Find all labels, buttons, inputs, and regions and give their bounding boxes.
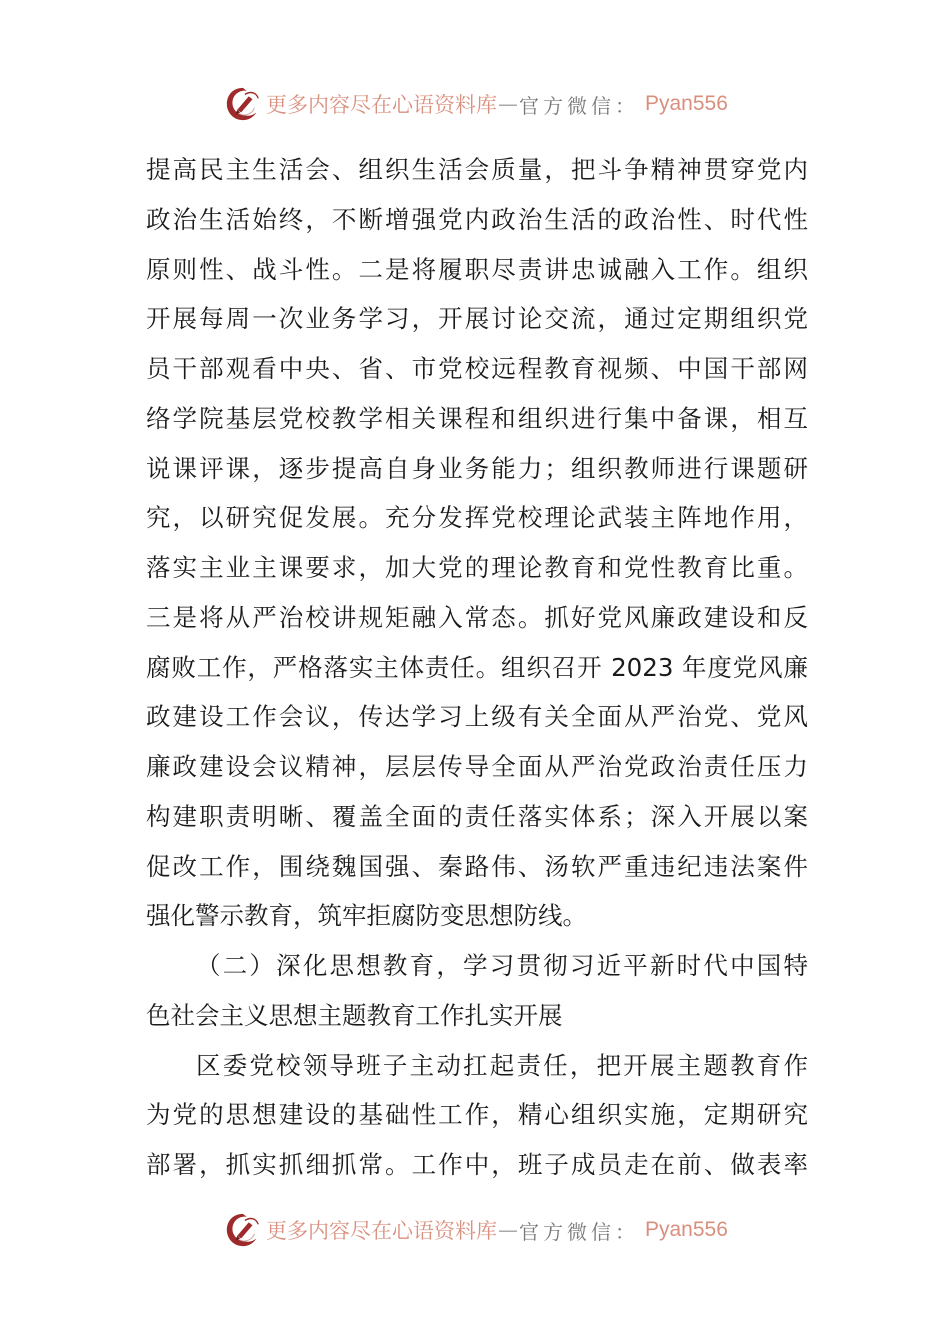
quill-pen-logo-icon	[224, 1211, 262, 1249]
separator: —	[498, 1218, 518, 1242]
wechat-label: 官方微信：	[519, 1219, 639, 1244]
brand-text: 更多内容尽在心语资料库	[266, 93, 497, 117]
quill-pen-logo-icon	[224, 85, 262, 123]
text-line: 落实主业主课要求，加大党的理论教育和党性教育比重。	[146, 553, 808, 582]
text-line: 政治生活始终，不断增强党内政治生活的政治性、时代性	[146, 204, 808, 234]
paragraph-end-line: 强化警示教育，筑牢拒腐防变思想防线。	[146, 901, 587, 931]
wechat-id: Pyan556	[645, 92, 728, 115]
text-line: 原则性、战斗性。二是将履职尽责讲忠诚融入工作。组织	[146, 254, 808, 284]
wechat-label: 官方微信：	[519, 93, 639, 118]
section-heading-line: （二）深化思想教育，学习贯彻习近平新时代中国特	[196, 951, 808, 980]
text-line: 提高民主生活会、组织生活会质量，把斗争精神贯穿党内	[146, 155, 808, 184]
text-line: 开展每周一次业务学习，开展讨论交流，通过定期组织党	[146, 304, 808, 334]
text-line: 部署，抓实抓细抓常。工作中，班子成员走在前、做表率	[146, 1150, 808, 1179]
text-line: 究，以研究促发展。充分发挥党校理论武装主阵地作用，	[146, 503, 808, 533]
document-body	[146, 145, 808, 1190]
text-line: 腐败工作，严格落实主体责任。组织召开 2023 年度党风廉	[146, 652, 808, 682]
text-line: 络学院基层党校教学相关课程和组织进行集中备课，相互	[146, 403, 808, 433]
brand-text: 更多内容尽在心语资料库	[266, 1219, 497, 1243]
header-watermark-banner	[224, 82, 728, 126]
text-line: 廉政建设会议精神，层层传导全面从严治党政治责任压力	[146, 752, 808, 781]
text-line: 说课评课，逐步提高自身业务能力；组织教师进行课题研	[146, 453, 808, 483]
paragraph-start-line: 区委党校领导班子主动扛起责任，把开展主题教育作	[196, 1050, 808, 1080]
text-line: 为党的思想建设的基础性工作，精心组织实施，定期研究	[146, 1100, 808, 1130]
text-line: 促改工作，围绕魏国强、秦路伟、汤软严重违纪违法案件	[146, 851, 808, 881]
wechat-id: Pyan556	[645, 1218, 728, 1241]
separator: —	[498, 92, 518, 116]
text-line: 构建职责明晰、覆盖全面的责任落实体系；深入开展以案	[146, 801, 808, 831]
text-line: 政建设工作会议，传达学习上级有关全面从严治党、党风	[146, 702, 808, 732]
text-line: 三是将从严治校讲规矩融入常态。抓好党风廉政建设和反	[146, 602, 808, 632]
footer-watermark-banner	[224, 1208, 728, 1252]
text-line: 员干部观看中央、省、市党校远程教育视频、中国干部网	[146, 354, 808, 383]
section-heading-line: 色社会主义思想主题教育工作扎实开展	[146, 1000, 563, 1030]
